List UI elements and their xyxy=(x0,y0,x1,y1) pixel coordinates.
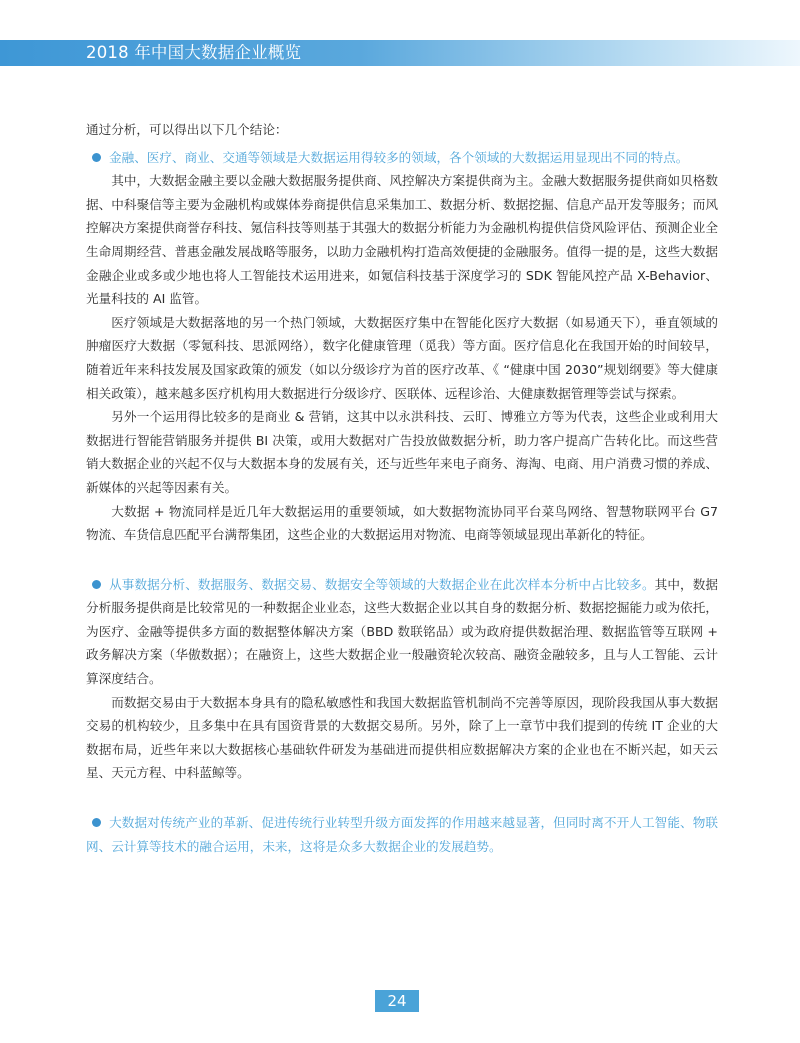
paragraph-logistics: 大数据 + 物流同样是近几年大数据运用的重要领域，如大数据物流协同平台菜鸟网络、智慧物联网平台 G7 物流、车货信息匹配平台满帮集团，这些企业的大数据运用对物流、电商等领域显现出革新化的特征。 xyxy=(86,503,718,543)
bullet-1-text: 金融、医疗、商业、交通等领域是大数据运用得较多的领域，各个领域的大数据运用显现出不同的特点。 xyxy=(109,149,689,165)
spacer xyxy=(86,547,718,573)
paragraph-medical: 医疗领域是大数据落地的另一个热门领域，大数据医疗集中在智能化医疗大数据（如易通天下），垂直领域的肿瘤医疗大数据（零氪科技、思派网络），数字化健康管理（觅我）等方面。医疗信息化在我国开始的时间较早，随着近年来科技发展及国家政策的颁发（如以分级诊疗为首的医疗改革、《 “健康中国 2030”规划纲要》等大健康相关政策），越来越多医疗机构用大数据进行分级诊疗、医联体、远程诊治、大健康数据管理等尝试与探索。 xyxy=(86,314,718,401)
bullet-dot-icon xyxy=(92,818,101,827)
paragraph-data-trading: 而数据交易由于大数据本身具有的隐私敏感性和我国大数据监管机制尚不完善等原因，现阶段我国从事大数据交易的机构较少，且多集中在具有国资背景的大数据交易所。另外，除了上一章节中我们提到的传统 IT 企业的大数据布局，近些年来以大数据核心基础软件研发为基础进而提供相应数据解决方案的企业也在不断兴起，如天云星、天元方程、中科蓝鲸等。 xyxy=(86,694,718,781)
bullet-point-1 xyxy=(86,146,718,170)
bullet-point-2 xyxy=(86,573,718,691)
document-body xyxy=(86,118,718,858)
intro-text: 通过分析，可以得出以下几个结论： xyxy=(86,122,288,137)
bullet-3-text: 大数据对传统产业的革新、促进传统行业转型升级方面发挥的作用越来越显著，但同时离不开人工智能、物联网、云计算等技术的融合运用，未来，这将是众多大数据企业的发展趋势。 xyxy=(86,815,718,854)
bullet-point-3 xyxy=(86,811,718,858)
paragraph-commerce: 另外一个运用得比较多的是商业 & 营销，这其中以永洪科技、云盯、博雅立方等为代表，这些企业或利用大数据进行智能营销服务并提供 BI 决策，或用大数据对广告投放做数据分析，助力客户提高广告转化比。而这些营销大数据企业的兴起不仅与大数据本身的发展有关，还与近些年来电子商务、海淘、电商、用户消费习惯的养成、新媒体的兴起等因素有关。 xyxy=(86,409,718,495)
bullet-2-text: 其中，数据分析服务提供商是比较常见的一种数据企业业态，这些大数据企业以其自身的数据分析、数据挖掘能力或为依托，为医疗、金融等提供多方面的数据整体解决方案（BBD 数联铭品）或为政府提供数据治理、数据监管等互联网 + 政务解决方案（华傲数据）；在融资上，这些大数据企业一般融资轮次较高、融资金融较多，且与人工智能、云计算深度结合。 xyxy=(86,576,718,687)
paragraph-finance: 其中，大数据金融主要以金融大数据服务提供商、风控解决方案提供商为主。金融大数据服务提供商如贝格数据、中科聚信等主要为金融机构或媒体券商提供信息采集加工、数据分析、数据挖掘、信息产品开发等服务；而风控解决方案提供商誉存科技、氪信科技等则基于其强大的数据分析能力为金融机构提供信贷风险评估、预测企业全生命周期经营、普惠金融发展战略等服务，以助力金融机构打造高效便捷的金融服务。值得一提的是，这些大数据金融企业或多或少地也将人工智能技术运用进来，如氪信科技基于深度学习的 SDK 智能风控产品 X-Behavior、光量科技的 AI 监管。 xyxy=(86,173,718,307)
spacer xyxy=(86,785,718,811)
bullet-dot-icon xyxy=(92,580,101,589)
page-header-title: 2018 年中国大数据企业概览 xyxy=(86,43,302,62)
bullet-dot-icon xyxy=(92,153,101,162)
page-number: 24 xyxy=(375,990,419,1012)
bullet-2-highlight: 从事数据分析、数据服务、数据交易、数据安全等领域的大数据企业在此次样本分析中占比较多。 xyxy=(109,576,655,592)
